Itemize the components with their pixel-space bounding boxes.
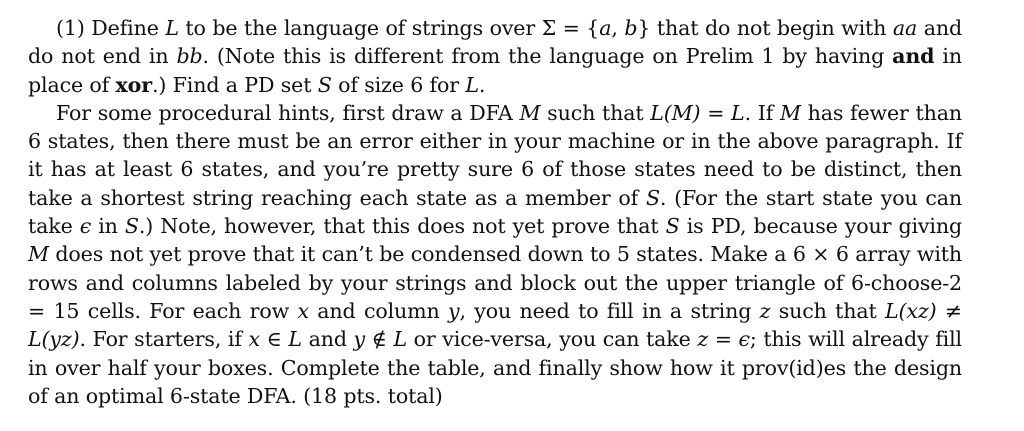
bold-word: and — [892, 44, 935, 69]
text-run: = — [708, 327, 739, 352]
text-run: . (For the start state you can take — [28, 185, 963, 239]
text-run: (1) Define — [56, 16, 166, 40]
math-var: x — [248, 327, 260, 352]
text-run: to be the language of strings over Σ = { — [178, 16, 600, 40]
math-var: y — [353, 327, 366, 352]
math-var: z — [697, 327, 709, 352]
text-run: ; this will already fill in over half your boxes. Complete the table, and finally show how it prov(id)es the design of an optimal 6-state DFA. (18 pts. total) — [28, 327, 962, 408]
text-run: . (Note this is different from the language on Prelim 1 by having — [202, 44, 893, 69]
problem-paragraph-1 — [28, 14, 962, 99]
math-var: S — [665, 214, 680, 239]
text-run: or vice-versa, you can take — [406, 327, 698, 352]
math-var: ϵ — [738, 327, 750, 352]
math-var: x — [297, 298, 309, 323]
math-var: M — [519, 100, 541, 125]
math-var: S — [317, 72, 332, 97]
text-run: } that do not begin with — [637, 16, 893, 40]
text-run: in place of — [28, 44, 962, 97]
text-run: , you need to fill in a string — [459, 298, 760, 323]
text-run: , — [611, 16, 625, 40]
text-run: For some procedural hints, first draw a DFA — [56, 100, 520, 125]
text-run: of size 6 for — [331, 72, 466, 97]
math-var: M — [779, 100, 801, 125]
math-var: aa — [892, 16, 918, 40]
bold-word: xor — [115, 72, 152, 97]
text-run: . For starters, if — [79, 327, 249, 352]
text-run: . — [478, 72, 486, 97]
math-var: L — [465, 72, 479, 97]
text-run: such that — [770, 298, 886, 323]
math-expr: L(M) — [650, 100, 701, 125]
math-var: a — [599, 16, 612, 40]
text-run: ≠ — [936, 298, 962, 323]
math-var: L — [731, 100, 745, 125]
text-run: and do not end in — [28, 16, 962, 69]
text-run: = — [700, 100, 732, 125]
text-run: in — [91, 214, 125, 239]
text-run: has fewer than 6 states, then there must be an error either in your machine or in the above paragraph. If it has at least 6 states, and you’re pretty sure 6 of those states need to be distinct, then take a shortest string reaching each state as a member of — [28, 100, 962, 210]
math-var: S — [645, 185, 660, 210]
text-run: .) Note, however, that this does not yet prove that — [138, 214, 666, 239]
text-run: such that — [540, 100, 651, 125]
text-run: is PD, because your giving — [679, 214, 962, 239]
text-run: ∈ — [259, 327, 289, 352]
text-run: . If — [744, 100, 780, 125]
math-var: bb — [176, 44, 203, 69]
math-var: b — [624, 16, 638, 40]
text-run: does not yet prove that it can’t be condensed down to 5 states. Make a 6 × 6 array with rows and columns labeled by your strings and block out the upper triangle of 6-choose-2 = 15 cells. For each row — [28, 242, 962, 323]
math-var: L — [165, 16, 179, 40]
text-run: ∉ — [365, 327, 394, 352]
text-run: and — [301, 327, 354, 352]
math-var: L — [288, 327, 302, 352]
text-run: and column — [308, 298, 448, 323]
math-expr: L(xz) — [885, 298, 937, 323]
math-var: ϵ — [79, 214, 92, 239]
text-run: .) Find a PD set — [151, 72, 318, 97]
math-var: z — [759, 298, 771, 323]
math-var: S — [124, 214, 139, 239]
math-var: y — [448, 298, 460, 323]
math-var: M — [28, 242, 49, 267]
problem-paragraph-2 — [28, 99, 962, 410]
math-var: L — [393, 327, 407, 352]
math-expr: L(yz) — [28, 327, 80, 352]
